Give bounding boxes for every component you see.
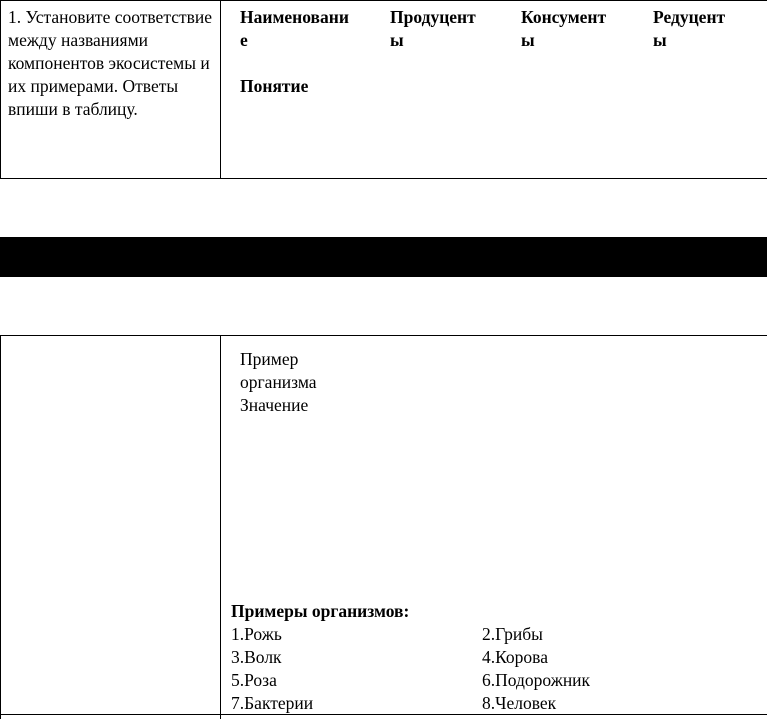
top-table-border-top bbox=[0, 0, 767, 1]
list-item: 3.Волк bbox=[231, 647, 282, 667]
task-instruction: 1. Установите соответствие между названиями компонентов экосистемы и их примерами. Ответы впиши в таблицу. bbox=[8, 7, 213, 119]
row-label-example: Пример организма Значение bbox=[240, 349, 317, 415]
header-producers: Продуцент ы bbox=[390, 7, 476, 50]
second-table-border-bottom bbox=[0, 714, 767, 715]
second-table-divider bbox=[220, 335, 221, 719]
black-band bbox=[0, 237, 767, 277]
top-table-border-left bbox=[0, 0, 1, 179]
list-item: 5.Роза bbox=[231, 670, 277, 690]
examples-left-column bbox=[231, 623, 313, 715]
examples-title: Примеры организмов: bbox=[231, 601, 410, 621]
header-consumers: Консумент ы bbox=[521, 7, 607, 50]
top-table-border-bottom bbox=[0, 178, 767, 179]
list-item: 2.Грибы bbox=[482, 624, 543, 644]
header-naimenovanie: Наименовани е bbox=[240, 7, 349, 50]
second-table-border-top bbox=[0, 335, 767, 336]
top-table-divider bbox=[220, 0, 221, 179]
header-reducers: Редуцент ы bbox=[653, 7, 726, 50]
list-item: 1.Рожь bbox=[231, 624, 282, 644]
list-item: 8.Человек bbox=[482, 693, 557, 713]
list-item: 4.Корова bbox=[482, 647, 548, 667]
second-table-border-left bbox=[0, 335, 1, 719]
list-item: 7.Бактерии bbox=[231, 693, 314, 713]
examples-right-column bbox=[482, 623, 590, 715]
row-label-ponyatie: Понятие bbox=[240, 76, 309, 96]
list-item: 6.Подорожник bbox=[482, 670, 591, 690]
